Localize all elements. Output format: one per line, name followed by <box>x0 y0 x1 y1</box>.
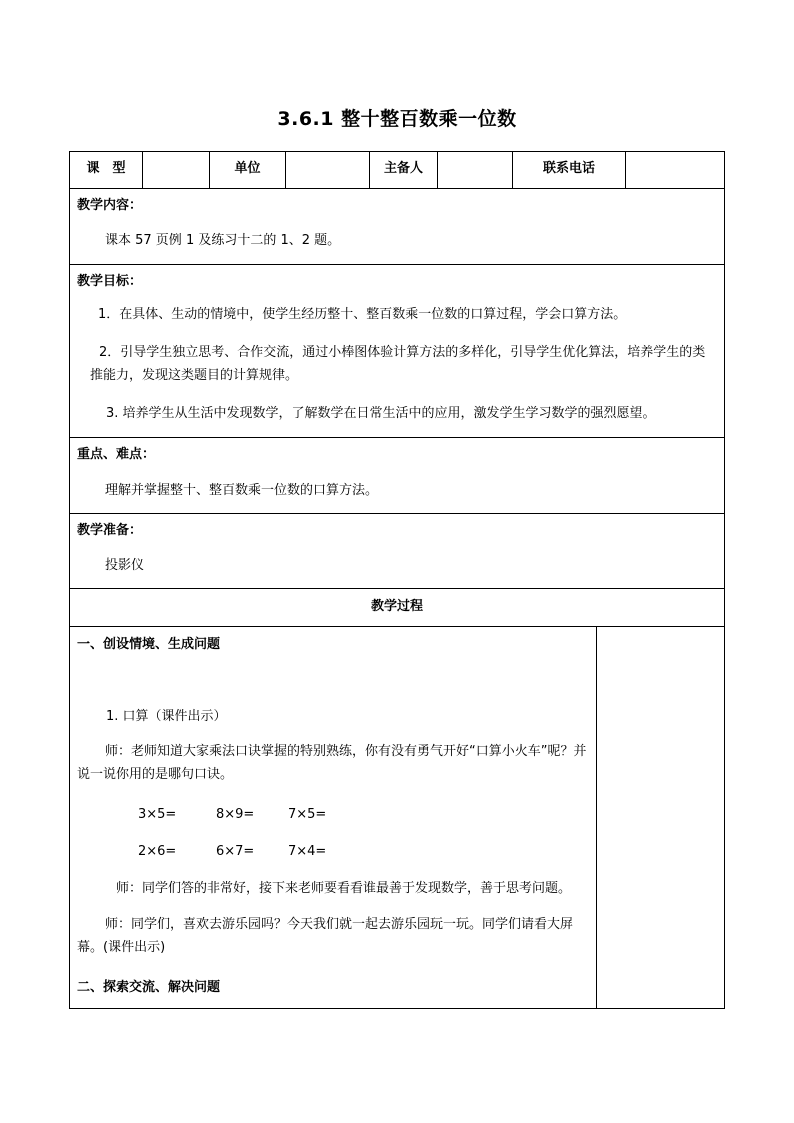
page-title: 3.6.1 整十整百数乘一位数 <box>277 108 517 130</box>
keypoints-row <box>70 438 724 514</box>
para3-text: 师：同学们，喜欢去游乐园吗？今天我们就一起去游乐园玩一玩。同学们请看大屏幕。(课件出示) <box>77 917 574 955</box>
para2-text: 师：同学们答的非常好，接下来老师要看看谁最善于发现数学，善于思考问题。 <box>116 881 572 896</box>
unit-value[interactable] <box>286 152 370 188</box>
process-notes-cell[interactable] <box>597 627 725 1008</box>
preparer-label: 主备人 <box>370 152 438 188</box>
calc-cell: 3×5= <box>138 807 177 822</box>
process-body-row <box>70 627 724 1008</box>
unit-label: 单位 <box>210 152 286 188</box>
lesson-plan-table <box>69 151 725 1009</box>
calc-cell: 8×9= <box>216 807 255 822</box>
content-heading: 教学内容： <box>77 198 143 213</box>
phone-value[interactable] <box>626 152 725 188</box>
goals-row <box>70 265 724 438</box>
calc-cell: 2×6= <box>138 844 177 859</box>
process-heading-row <box>70 589 724 627</box>
keypoints-text: 理解并掌握整十、整百数乘一位数的口算方法。 <box>105 483 379 498</box>
process-heading: 教学过程 <box>370 599 423 614</box>
preparation-row <box>70 514 724 589</box>
preparation-text: 投影仪 <box>105 558 145 573</box>
goal-item-1: 1．在具体、生动的情境中，使学生经历整十、整百数乘一位数的口算过程，学会口算方法。 <box>98 307 627 322</box>
type-value[interactable] <box>143 152 210 188</box>
section1-title: 一、创设情境、生成问题 <box>77 637 221 652</box>
phone-label: 联系电话 <box>513 152 626 188</box>
goal-item-3: 3. 培养学生从生活中发现数学，了解数学在日常生活中的应用，激发学生学习数学的强烈愿望。 <box>106 406 656 421</box>
section2-title: 二、探索交流、解决问题 <box>77 980 221 995</box>
header-row <box>70 152 724 189</box>
content-row <box>70 189 724 265</box>
keypoints-heading: 重点、难点： <box>77 447 156 462</box>
preparer-value[interactable] <box>438 152 513 188</box>
calc-cell: 7×5= <box>288 807 327 822</box>
calc-cell: 6×7= <box>216 844 255 859</box>
preparation-heading: 教学准备： <box>77 523 143 538</box>
para1-text: 师：老师知道大家乘法口诀掌握的特别熟练，你有没有勇气开好“口算小火车”呢？并说一说你用的是哪句口诀。 <box>77 744 587 782</box>
calc-cell: 7×4= <box>288 844 327 859</box>
item1-text: 1. 口算（课件出示） <box>106 709 227 724</box>
goals-heading: 教学目标： <box>77 274 143 289</box>
content-text: 课本 57 页例 1 及练习十二的 1、2 题。 <box>105 233 341 248</box>
goal-item-2: 2．引导学生独立思考、合作交流，通过小棒图体验计算方法的多样化，引导学生优化算法，培养学生的类推能力，发现这类题目的计算规律。 <box>90 345 706 383</box>
type-label: 课 型 <box>70 152 143 188</box>
process-main-cell <box>70 627 597 1008</box>
